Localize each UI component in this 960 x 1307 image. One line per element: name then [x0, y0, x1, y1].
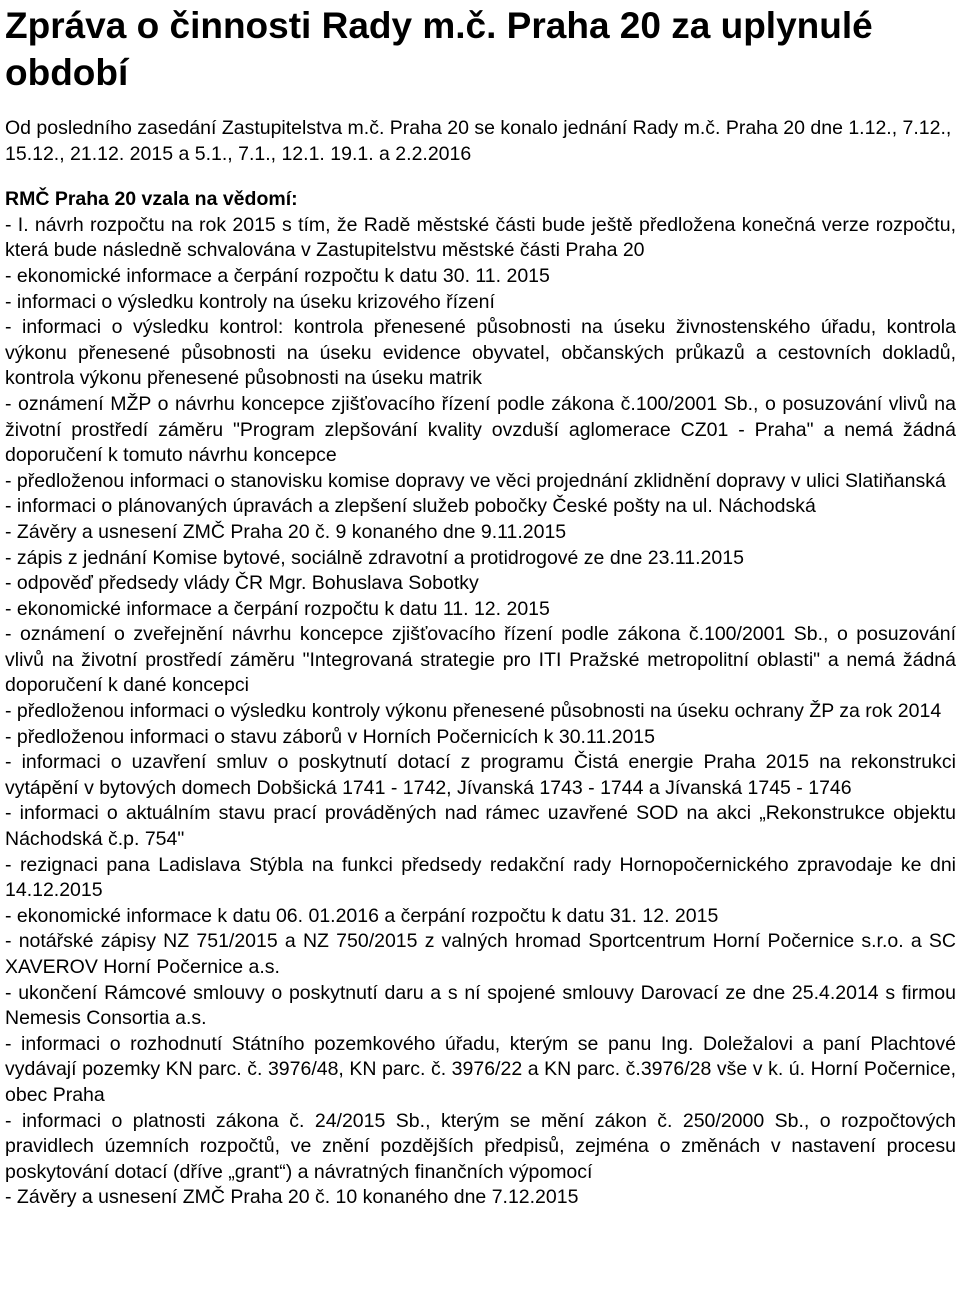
list-item: - informaci o platnosti zákona č. 24/2015 Sb., kterým se mění zákon č. 250/2000 Sb., o rozpočtových pravidlech územních rozpočtů, ve znění pozdějších předpisů, zejména o změnách v nastavení procesu poskytování dotací (dříve „grant“) a návratných finančních výpomocí: [5, 1109, 956, 1183]
list-item: - předloženou informaci o stanovisku komise dopravy ve věci projednání zklidnění dopravy v ulici Slatiňanská: [5, 469, 946, 492]
list-item: - ukončení Rámcové smlouvy o poskytnutí daru a s ní spojené smlouvy Darovací ze dne 25.4.2014 s firmou Nemesis Consortia a.s.: [5, 981, 956, 1030]
list-item: - informaci o rozhodnutí Státního pozemkového úřadu, kterým se panu Ing. Doležalovi a paní Plachtové vydávají pozemky KN parc. č. 3976/48, KN parc. č. 3976/22 a KN parc. č.3976/28 vše v k. ú. Horní Počernice, obec Praha: [5, 1032, 956, 1106]
list-item: - Závěry a usnesení ZMČ Praha 20 č. 9 konaného dne 9.11.2015: [5, 520, 567, 543]
list-item: - oznámení o zveřejnění návrhu koncepce zjišťovacího řízení podle zákona č.100/2001 Sb., o posuzování vlivů na životní prostředí záměru "Integrovaná strategie pro ITI Pražské metropolitní oblasti" a nemá žádná doporučení k dané koncepci: [5, 623, 956, 697]
list-item: - Závěry a usnesení ZMČ Praha 20 č. 10 konaného dne 7.12.2015: [5, 1186, 579, 1209]
list-item: - ekonomické informace k datu 06. 01.2016 a čerpání rozpočtu k datu 31. 12. 2015: [5, 904, 719, 927]
item-list: [5, 213, 956, 1211]
list-item: - předloženou informaci o výsledku kontroly výkonu přenesené působnosti na úseku ochrany ŽP za rok 2014: [5, 700, 942, 723]
list-item: - informaci o plánovaných úpravách a zlepšení služeb pobočky České pošty na ul. Náchodská: [5, 495, 816, 518]
section-heading: RMČ Praha 20 vzala na vědomí:: [5, 188, 298, 211]
list-item: - oznámení MŽP o návrhu koncepce zjišťovacího řízení podle zákona č.100/2001 Sb., o posuzování vlivů na životní prostředí záměru "Program zlepšování kvality ovzduší aglomerace CZ01 - Praha" a nemá žádná doporučení k tomuto návrhu koncepce: [5, 392, 956, 467]
list-item: - ekonomické informace a čerpání rozpočtu k datu 11. 12. 2015: [5, 597, 550, 620]
list-item: - informaci o aktuálním stavu prací prováděných nad rámec uzavřené SOD na akci „Rekonstrukce objektu Náchodská č.p. 754": [5, 802, 956, 851]
list-item: - odpověď předsedy vlády ČR Mgr. Bohuslava Sobotky: [5, 572, 479, 595]
list-item: - notářské zápisy NZ 751/2015 a NZ 750/2015 z valných hromad Sportcentrum Horní Počernice s.r.o. a SC XAVEROV Horní Počernice a.s.: [5, 930, 956, 978]
intro-paragraph: Od posledního zasedání Zastupitelstva m.č. Praha 20 se konalo jednání Rady m.č. Praha 20 dne 1.12., 7.12., 15.12., 21.12. 2015 a 5.1., 7.1., 12.1. 19.1. a 2.2.2016: [5, 117, 952, 165]
list-item: - informaci o výsledku kontroly na úseku krizového řízení: [5, 290, 495, 313]
list-item: - ekonomické informace a čerpání rozpočtu k datu 30. 11. 2015: [5, 264, 550, 287]
list-item: - předloženou informaci o stavu záborů v Horních Počernicích k 30.11.2015: [5, 725, 655, 748]
document-title: Zpráva o činnosti Rady m.č. Praha 20 za uplynulé období: [5, 5, 873, 93]
list-item: - informaci o výsledku kontrol: kontrola přenesené působnosti na úseku živnostenského úřadu, kontrola výkonu přenesené působnosti na úseku evidence obyvatel, občanských průkazů a cestovních dokladů, kontrola výkonu přenesené působnosti na úseku matrik: [5, 316, 956, 390]
list-item: - zápis z jednání Komise bytové, sociálně zdravotní a protidrogové ze dne 23.11.2015: [5, 546, 744, 569]
list-item: - rezignaci pana Ladislava Stýbla na funkci předsedy redakční rady Hornopočernického zpravodaje ke dni 14.12.2015: [5, 853, 956, 902]
list-item: - I. návrh rozpočtu na rok 2015 s tím, že Radě městské části bude ještě předložena konečná verze rozpočtu, která bude následně schvalována v Zastupitelstvu městské části Praha 20: [5, 213, 956, 262]
list-item: - informaci o uzavření smluv o poskytnutí dotací z programu Čistá energie Praha 2015 na rekonstrukci vytápění v bytových domech Dobšická 1741 - 1742, Jívanská 1743 - 1744 a Jívanská 1745 - 1746: [5, 751, 956, 799]
